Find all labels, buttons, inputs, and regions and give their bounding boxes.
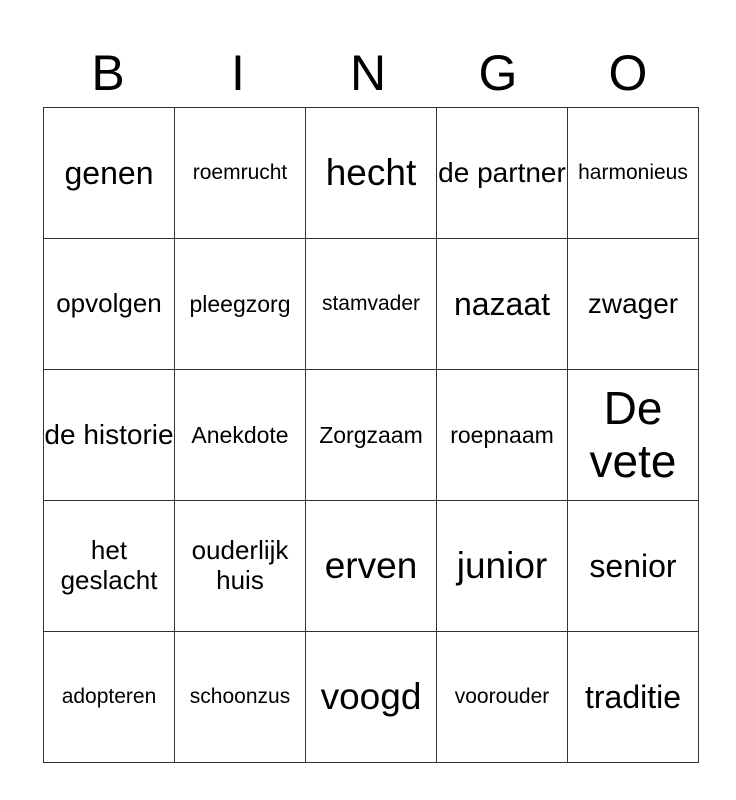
bingo-cell[interactable]: junior: [437, 501, 568, 632]
header-letter-o: O: [608, 45, 648, 101]
card-row-3: [44, 370, 699, 501]
bingo-cell[interactable]: schoonzus: [175, 632, 306, 763]
card-row-5: [44, 632, 699, 763]
bingo-cell[interactable]: erven: [306, 501, 437, 632]
bingo-cell[interactable]: ouderlijk huis: [175, 501, 306, 632]
bingo-cell[interactable]: stamvader: [306, 239, 437, 370]
bingo-cell[interactable]: opvolgen: [44, 239, 175, 370]
bingo-cell[interactable]: roepnaam: [437, 370, 568, 501]
bingo-header: [43, 40, 693, 106]
header-letter-i: I: [231, 45, 245, 101]
bingo-cell[interactable]: de historie: [44, 370, 175, 501]
bingo-cell[interactable]: het geslacht: [44, 501, 175, 632]
header-letter-b: B: [91, 45, 125, 101]
bingo-cell[interactable]: nazaat: [437, 239, 568, 370]
header-letter-n: N: [349, 45, 387, 101]
card-row-4: [44, 501, 699, 632]
bingo-cell[interactable]: De vete: [568, 370, 699, 501]
bingo-card: [43, 107, 699, 763]
bingo-cell[interactable]: hecht: [306, 108, 437, 239]
bingo-cell[interactable]: roemrucht: [175, 108, 306, 239]
card-row-2: [44, 239, 699, 370]
header-letter-g: G: [478, 45, 518, 101]
bingo-cell[interactable]: traditie: [568, 632, 699, 763]
bingo-cell[interactable]: voorouder: [437, 632, 568, 763]
card-row-1: [44, 108, 699, 239]
bingo-cell[interactable]: pleegzorg: [175, 239, 306, 370]
bingo-cell[interactable]: senior: [568, 501, 699, 632]
bingo-cell[interactable]: de partner: [437, 108, 568, 239]
bingo-cell[interactable]: adopteren: [44, 632, 175, 763]
bingo-cell[interactable]: Anekdote: [175, 370, 306, 501]
bingo-cell[interactable]: Zorgzaam: [306, 370, 437, 501]
bingo-cell[interactable]: zwager: [568, 239, 699, 370]
bingo-cell[interactable]: voogd: [306, 632, 437, 763]
bingo-cell[interactable]: harmonieus: [568, 108, 699, 239]
bingo-cell[interactable]: genen: [44, 108, 175, 239]
